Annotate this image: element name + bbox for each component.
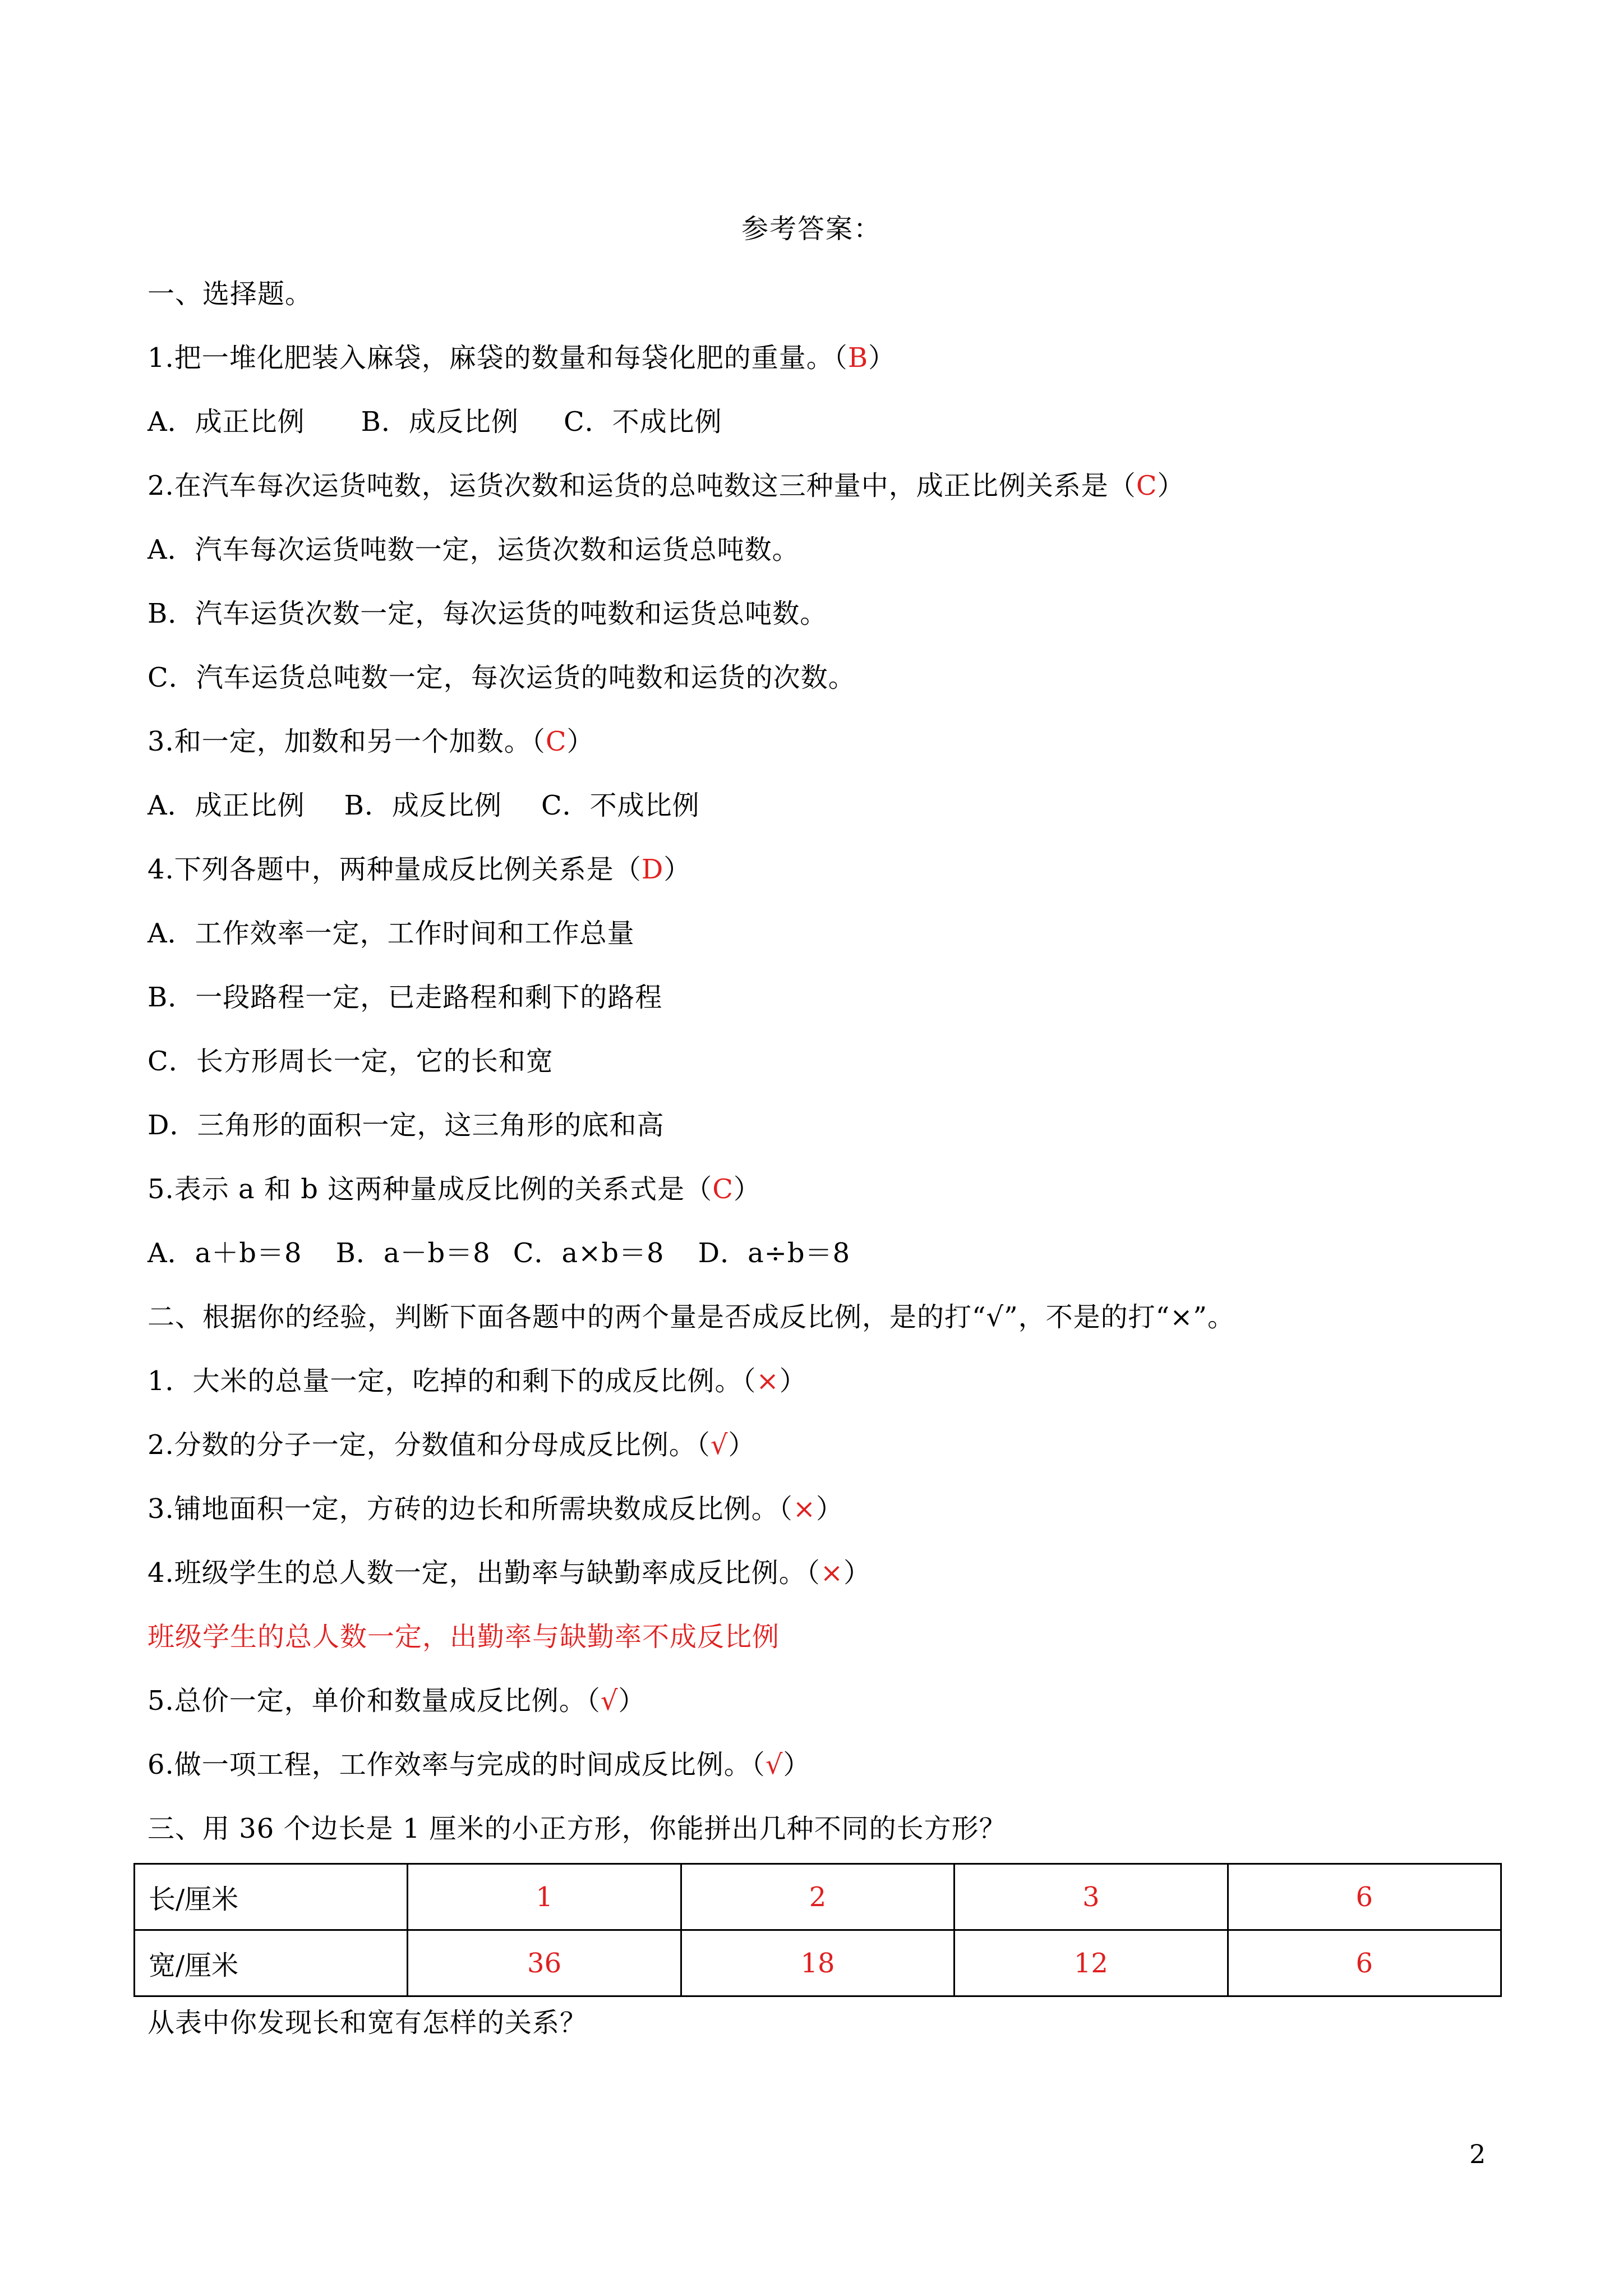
question-4-option-c: C．长方形周长一定，它的长和宽	[147, 1046, 554, 1077]
page-title: 参考答案：	[741, 213, 882, 245]
option-b: B．成反比例	[361, 406, 519, 438]
close-paren: ）	[566, 726, 594, 757]
item-text: 6.做一项工程，工作效率与完成的时间成反比例。（	[147, 1749, 766, 1780]
question-2	[147, 469, 1185, 503]
option-c: C．a×b＝8	[513, 1237, 665, 1269]
question-2-option-b: B．汽车运货次数一定，每次运货的吨数和运货总吨数。	[147, 598, 828, 629]
table-cell: 3	[955, 1864, 1228, 1930]
question-1	[147, 341, 896, 375]
item-text: 1．大米的总量一定，吃掉的和剩下的成反比例。（	[147, 1365, 757, 1397]
question-5-options	[147, 1236, 850, 1270]
question-4-option-d: D．三角形的面积一定，这三角形的底和高	[147, 1110, 665, 1141]
answer-mark: ×	[820, 1557, 844, 1589]
page-number: 2	[1469, 2139, 1486, 2169]
table-cell: 1	[408, 1864, 681, 1930]
option-b: B．成反比例	[344, 790, 502, 821]
option-c: C．不成比例	[541, 790, 700, 821]
question-4-option-b: B．一段路程一定，已走路程和剩下的路程	[147, 982, 663, 1013]
answer: C	[712, 1174, 734, 1205]
table-cell: 6	[1228, 1930, 1501, 1996]
item-text: 5.总价一定，单价和数量成反比例。（	[147, 1685, 601, 1717]
close-paren: ）	[868, 342, 896, 374]
close-paren: ）	[843, 1557, 872, 1589]
judgement-item	[147, 1748, 810, 1782]
answer-mark: √	[765, 1749, 783, 1780]
table-cell: 18	[681, 1930, 954, 1996]
judgement-item	[147, 1428, 755, 1462]
section3-heading: 三、用 36 个边长是 1 厘米的小正方形，你能拼出几种不同的长方形？	[147, 1813, 1007, 1844]
option-a: A．成正比例	[147, 406, 305, 438]
close-paren: ）	[733, 1174, 761, 1205]
close-paren: ）	[618, 1685, 646, 1717]
judgement-item	[147, 1364, 807, 1398]
judgement-item	[147, 1492, 843, 1526]
item-text: 2.分数的分子一定，分数值和分母成反比例。（	[147, 1429, 711, 1461]
question-4-option-a: A．工作效率一定，工作时间和工作总量	[147, 918, 635, 949]
question-2-option-a: A．汽车每次运货吨数一定，运货次数和运货总吨数。	[147, 534, 800, 565]
question-2-option-c: C．汽车运货总吨数一定，每次运货的吨数和运货的次数。	[147, 662, 856, 693]
question-1-options	[147, 405, 722, 439]
question-text: 3.和一定，加数和另一个加数。（	[147, 726, 546, 757]
question-text: 1.把一堆化肥装入麻袋，麻袋的数量和每袋化肥的重量。（	[147, 342, 848, 374]
row-label: 宽/厘米	[135, 1930, 408, 1996]
option-c: C．不成比例	[563, 406, 722, 438]
option-d: D．a÷b＝8	[698, 1237, 851, 1269]
judgement-item	[147, 1556, 871, 1590]
close-paren: ）	[728, 1429, 756, 1461]
question-text: 4.下列各题中，两种量成反比例关系是（	[147, 854, 642, 885]
rectangle-table	[133, 1863, 1502, 1997]
answer-note: 班级学生的总人数一定，出勤率与缺勤率不成反比例	[147, 1621, 780, 1653]
answer: B	[847, 342, 869, 374]
answer-mark: ×	[756, 1365, 780, 1397]
question-3-options	[147, 789, 700, 822]
table-question: 从表中你发现长和宽有怎样的关系？	[147, 2007, 588, 2039]
row-label: 长/厘米	[135, 1864, 408, 1930]
close-paren: ）	[816, 1493, 844, 1525]
item-text: 3.铺地面积一定，方砖的边长和所需块数成反比例。（	[147, 1493, 793, 1525]
judgement-item	[147, 1684, 645, 1718]
question-4	[147, 853, 691, 886]
answer-mark: √	[600, 1685, 619, 1717]
close-paren: ）	[663, 854, 691, 885]
table-row-length	[135, 1864, 1501, 1930]
question-3	[147, 725, 594, 758]
answer-mark: ×	[792, 1493, 817, 1525]
table-cell: 36	[408, 1930, 681, 1996]
question-5	[147, 1172, 761, 1206]
section1-heading: 一、选择题。	[147, 278, 313, 310]
table-cell: 2	[681, 1864, 954, 1930]
question-text: 2.在汽车每次运货吨数，运货次数和运货的总吨数这三种量中，成正比例关系是（	[147, 470, 1136, 501]
close-paren: ）	[1157, 470, 1185, 501]
answer: C	[1136, 470, 1158, 501]
close-paren: ）	[783, 1749, 811, 1780]
table-cell: 6	[1228, 1864, 1501, 1930]
option-b: B．a－b＝8	[335, 1237, 491, 1269]
table-cell: 12	[955, 1930, 1228, 1996]
section2-heading: 二、根据你的经验，判断下面各题中的两个量是否成反比例，是的打“√”，不是的打“×”。	[147, 1301, 1235, 1333]
close-paren: ）	[779, 1365, 807, 1397]
item-text: 4.班级学生的总人数一定，出勤率与缺勤率成反比例。（	[147, 1557, 820, 1589]
option-a: A．成正比例	[147, 790, 305, 821]
option-a: A．a＋b＝8	[147, 1237, 302, 1269]
answer: D	[641, 854, 664, 885]
table-row-width	[135, 1930, 1501, 1996]
question-text: 5.表示 a 和 b 这两种量成反比例的关系式是（	[147, 1174, 713, 1205]
answer: C	[545, 726, 567, 757]
answer-mark: √	[710, 1429, 728, 1461]
